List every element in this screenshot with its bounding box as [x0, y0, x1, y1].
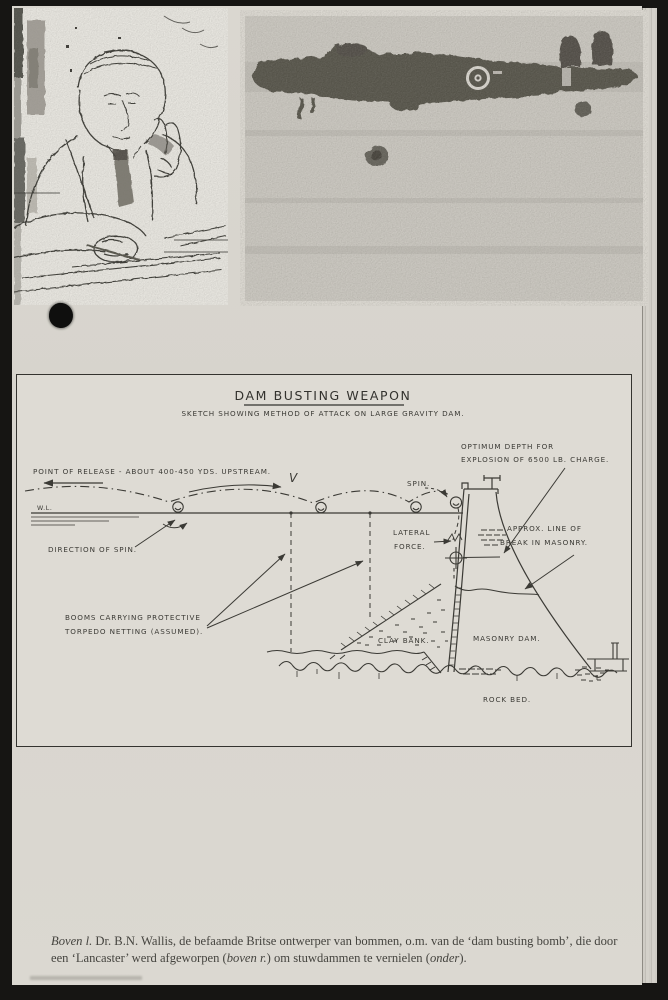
dam-busting-diagram-panel [16, 374, 632, 747]
label-direction-of-spin: DIRECTION OF SPIN. [48, 545, 137, 554]
bomber-photo [240, 10, 648, 306]
bomb-bounce-trajectory [25, 486, 450, 503]
toe-outlet-structure [587, 643, 629, 671]
label-optimum-depth-line2: EXPLOSION OF 6500 LB. CHARGE. [461, 455, 610, 464]
portrait-grain-overlay [14, 8, 228, 305]
break-line-wavy [455, 586, 539, 595]
label-clay-bank: CLAY BANK. [378, 636, 430, 645]
label-break-line2: BREAK IN MASONRY. [500, 538, 588, 547]
lateral-force-arrow [434, 541, 451, 542]
bomber-grain-overlay [240, 10, 648, 306]
caption-text-end: ). [459, 950, 467, 965]
label-lateral-force-line1: LATERAL [393, 528, 431, 537]
label-masonry-dam: MASONRY DAM. [473, 634, 541, 643]
dam-busting-diagram [17, 375, 630, 745]
diagram-subtitle: SKETCH SHOWING METHOD OF ATTACK ON LARGE GRAVITY DAM. [181, 409, 465, 418]
caption-text-mid: ) om stuwdammen te vernielen ( [266, 950, 430, 965]
dam-crest [462, 475, 500, 494]
bomber-photo-image [240, 10, 648, 306]
label-water-level: W.L. [37, 505, 53, 512]
label-break-line1: APPROX. LINE OF [507, 524, 582, 533]
caption-italic-boven-l: Boven l. [51, 933, 93, 948]
booms-pointer-left [207, 554, 285, 626]
portrait-photo [14, 8, 228, 305]
water-hatching [31, 517, 139, 525]
scan-smudge [30, 976, 142, 980]
break-line-pointer [525, 555, 574, 589]
caption-text-main: Dr. B.N. Wallis, de befaamde Britse ontwerper van bommen, o.m. van de ‘dam busting bomb’, die door een ‘Lancaster’ werd afgeworpen ( [51, 933, 618, 965]
label-velocity: V [289, 471, 298, 485]
photo-caption [51, 933, 623, 967]
caption-italic-onder: onder [429, 950, 460, 965]
diagram-title: DAM BUSTING WEAPON [234, 388, 412, 403]
label-lateral-force-line2: FORCE. [394, 542, 426, 551]
label-point-of-release: POINT OF RELEASE - ABOUT 400-450 YDS. UPSTREAM. [33, 467, 271, 476]
booms-pointer-right [207, 561, 363, 628]
bouncing-bomb-positions [173, 497, 462, 513]
label-booms-line1: BOOMS CARRYING PROTECTIVE [65, 613, 201, 622]
direction-of-spin-pointer [135, 520, 175, 547]
portrait-photo-sketch [14, 8, 228, 305]
label-booms-line2: TORPEDO NETTING (ASSUMED). [65, 627, 204, 636]
label-spin: SPIN. [407, 479, 431, 488]
torpedo-net-booms [289, 511, 371, 652]
label-rock-bed: ROCK BED. [483, 695, 532, 704]
label-optimum-depth-line1: OPTIMUM DEPTH FOR [461, 442, 555, 451]
caption-italic-boven-r: boven r. [226, 950, 267, 965]
depth-reference-line [463, 557, 500, 558]
